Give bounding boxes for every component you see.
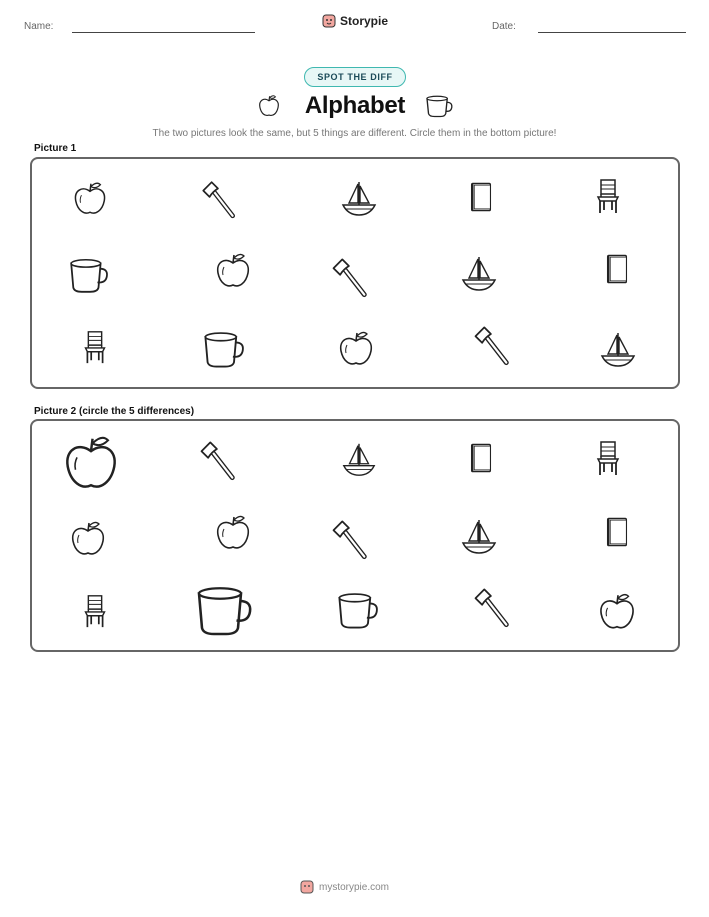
brand-logo <box>322 14 388 28</box>
brand-name: Storypie <box>340 14 389 28</box>
picture1-boat-2[interactable] <box>459 250 499 296</box>
date-label: Date: <box>492 21 516 32</box>
picture1-boat-1[interactable] <box>339 176 379 220</box>
picture2-cup-changed[interactable] <box>332 588 382 632</box>
picture2-boat-2[interactable] <box>459 513 499 559</box>
picture1-book-2[interactable] <box>600 248 634 290</box>
picture2-chair-2[interactable] <box>76 586 114 636</box>
date-line[interactable] <box>538 32 686 33</box>
picture2-boat-1[interactable] <box>340 437 378 481</box>
picture2-book-2[interactable] <box>600 510 634 554</box>
title-cup-icon <box>424 94 454 118</box>
picture2-chair-1[interactable] <box>588 434 628 482</box>
picture2-axe-3[interactable] <box>470 582 514 632</box>
picture1-axe-3[interactable] <box>470 321 514 369</box>
picture2-apple-changed[interactable] <box>68 515 108 561</box>
picture1-book-1[interactable] <box>464 176 498 218</box>
picture2-book-1[interactable] <box>464 436 498 480</box>
picture2-apple-big[interactable] <box>60 430 122 494</box>
picture1-apple-2[interactable] <box>213 247 253 293</box>
mascot-icon <box>300 880 314 894</box>
picture1-apple-1[interactable] <box>71 176 109 220</box>
spot-the-diff-badge: SPOT THE DIFF <box>304 67 406 87</box>
picture1-cup-2[interactable] <box>198 327 248 371</box>
picture2-cup-big[interactable] <box>188 580 258 640</box>
picture1-label: Picture 1 <box>34 143 77 154</box>
picture1-cup-1[interactable] <box>64 254 112 296</box>
picture1-boat-3[interactable] <box>598 326 638 372</box>
worksheet-title: Alphabet <box>304 92 406 119</box>
picture2-label: Picture 2 (circle the 5 differences) <box>34 406 195 417</box>
picture2-apple-changed-2[interactable] <box>596 587 638 635</box>
picture2-axe-2[interactable] <box>328 514 372 564</box>
title-apple-icon <box>256 92 282 120</box>
picture1-apple-3[interactable] <box>336 325 376 371</box>
picture2-axe-1[interactable] <box>196 436 240 484</box>
footer <box>300 880 410 894</box>
mascot-icon <box>322 14 336 28</box>
picture1-axe-2[interactable] <box>328 253 372 301</box>
name-line[interactable] <box>72 32 255 33</box>
footer-url[interactable]: mystorypie.com <box>319 881 390 893</box>
instructions: The two pictures look the same, but 5 things are different. Circle them in the bottom picture! <box>152 128 557 139</box>
picture1-axe-1[interactable] <box>198 176 240 222</box>
name-label: Name: <box>24 21 54 32</box>
picture1-chair-2[interactable] <box>76 322 114 372</box>
picture1-chair-1[interactable] <box>588 172 628 220</box>
picture2-apple-2[interactable] <box>213 509 253 555</box>
